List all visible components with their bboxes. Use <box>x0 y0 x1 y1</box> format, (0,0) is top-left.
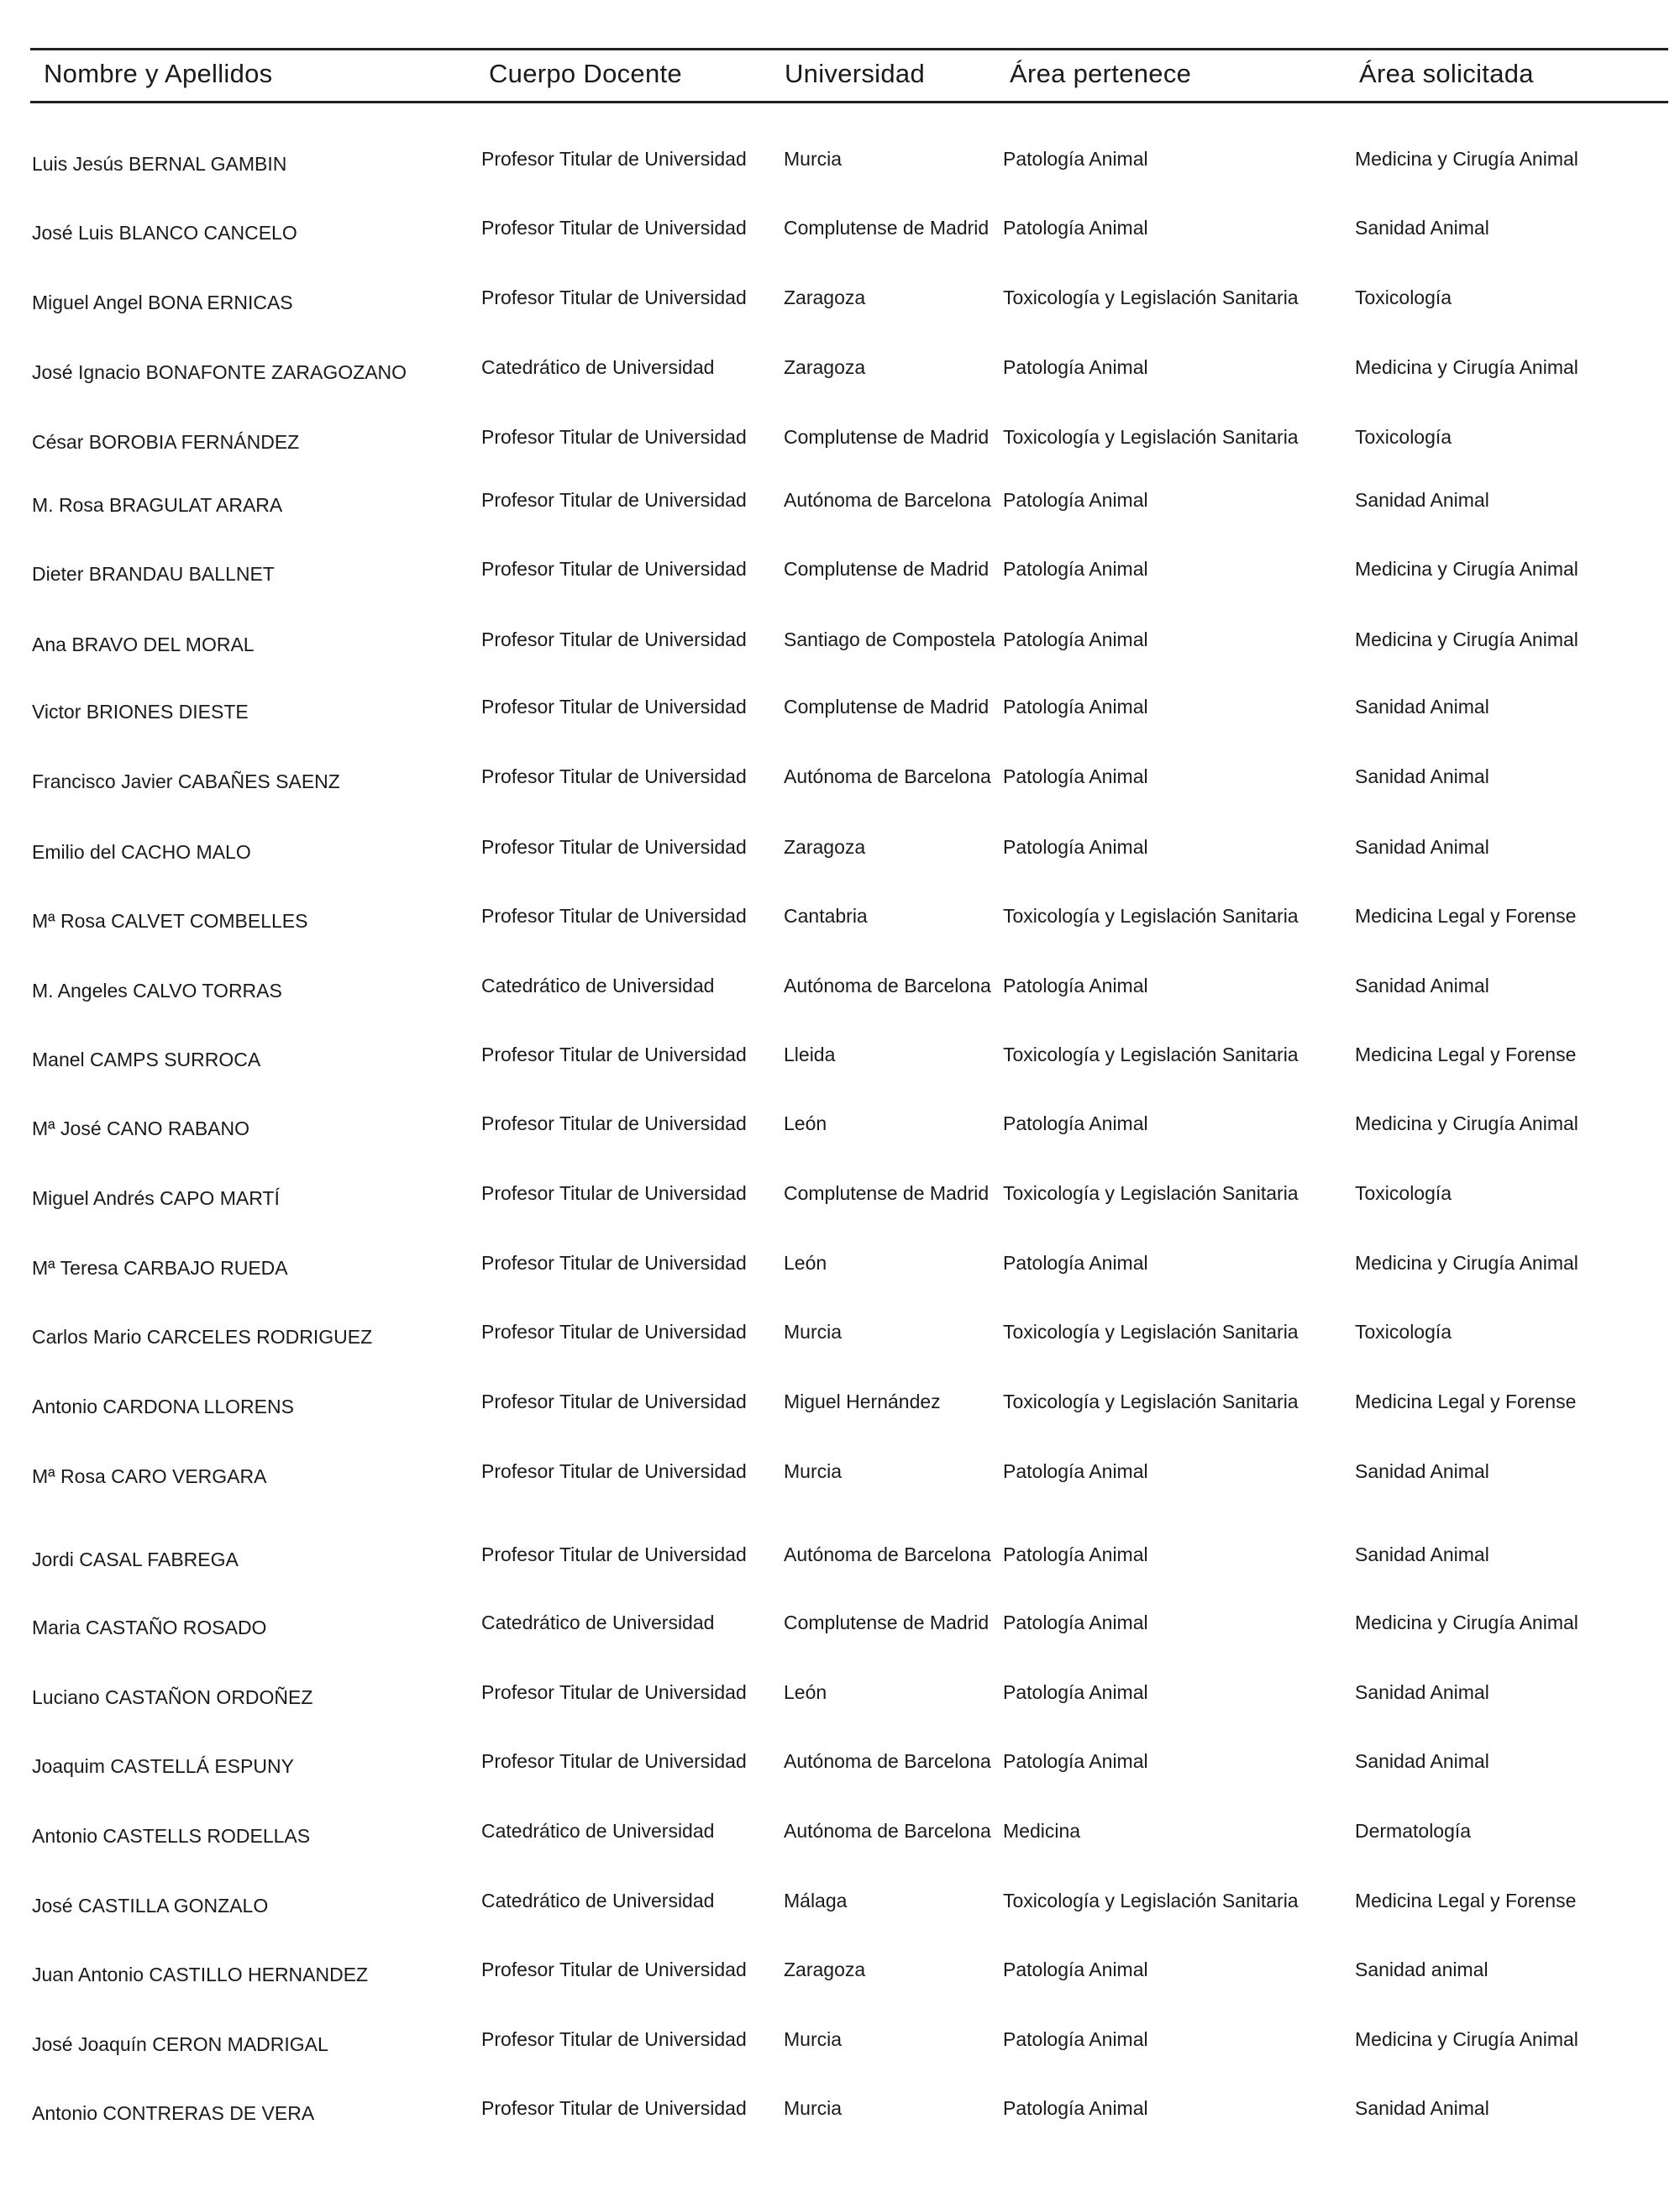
cell-area-pertenece: Toxicología y Legislación Sanitaria <box>1003 426 1299 448</box>
cell-area-solicitada: Sanidad Animal <box>1355 1750 1489 1772</box>
cell-universidad: Cantabria <box>784 905 868 927</box>
table-row <box>0 1112 1680 1146</box>
cell-nombre: Victor BRIONES DIESTE <box>32 701 249 723</box>
cell-area-solicitada: Sanidad Animal <box>1355 1543 1489 1565</box>
table-row <box>0 1612 1680 1645</box>
cell-area-pertenece: Toxicología y Legislación Sanitaria <box>1003 1890 1299 1911</box>
cell-area-solicitada: Medicina Legal y Forense <box>1355 1391 1577 1412</box>
cell-cuerpo-docente: Profesor Titular de Universidad <box>481 905 747 927</box>
cell-area-pertenece: Toxicología y Legislación Sanitaria <box>1003 1391 1299 1412</box>
header-cuerpo-docente: Cuerpo Docente <box>489 59 682 88</box>
cell-area-pertenece: Toxicología y Legislación Sanitaria <box>1003 1182 1299 1204</box>
cell-cuerpo-docente: Profesor Titular de Universidad <box>481 696 747 718</box>
cell-nombre: Carlos Mario CARCELES RODRIGUEZ <box>32 1326 373 1348</box>
cell-area-pertenece: Patología Animal <box>1003 696 1148 718</box>
cell-area-solicitada: Sanidad animal <box>1355 1959 1488 1980</box>
cell-area-solicitada: Medicina Legal y Forense <box>1355 1044 1577 1065</box>
cell-area-solicitada: Medicina y Cirugía Animal <box>1355 1612 1578 1633</box>
table-row <box>0 1044 1680 1077</box>
table-row <box>0 696 1680 729</box>
cell-area-pertenece: Patología Animal <box>1003 1112 1148 1134</box>
cell-universidad: Autónoma de Barcelona <box>784 1750 991 1772</box>
cell-cuerpo-docente: Profesor Titular de Universidad <box>481 287 747 308</box>
cell-area-solicitada: Sanidad Animal <box>1355 975 1489 996</box>
cell-cuerpo-docente: Profesor Titular de Universidad <box>481 2028 747 2050</box>
cell-cuerpo-docente: Catedrático de Universidad <box>481 356 715 378</box>
cell-area-pertenece: Toxicología y Legislación Sanitaria <box>1003 1321 1299 1343</box>
cell-cuerpo-docente: Profesor Titular de Universidad <box>481 836 747 858</box>
cell-cuerpo-docente: Profesor Titular de Universidad <box>481 558 747 580</box>
cell-area-pertenece: Patología Animal <box>1003 558 1148 580</box>
cell-area-solicitada: Medicina y Cirugía Animal <box>1355 628 1578 650</box>
cell-area-solicitada: Toxicología <box>1355 1182 1452 1204</box>
cell-universidad: Murcia <box>784 1460 843 1482</box>
cell-cuerpo-docente: Profesor Titular de Universidad <box>481 426 747 448</box>
table-row <box>0 217 1680 250</box>
cell-nombre: Manel CAMPS SURROCA <box>32 1049 261 1070</box>
cell-cuerpo-docente: Catedrático de Universidad <box>481 975 715 996</box>
cell-cuerpo-docente: Profesor Titular de Universidad <box>481 1112 747 1134</box>
cell-nombre: Luciano CASTAÑON ORDOÑEZ <box>32 1686 313 1708</box>
cell-universidad: Murcia <box>784 2097 843 2119</box>
cell-area-pertenece: Patología Animal <box>1003 217 1148 239</box>
cell-universidad: Autónoma de Barcelona <box>784 765 991 787</box>
cell-area-pertenece: Patología Animal <box>1003 1252 1148 1274</box>
cell-area-solicitada: Medicina y Cirugía Animal <box>1355 2028 1578 2050</box>
cell-nombre: Miguel Angel BONA ERNICAS <box>32 292 293 313</box>
cell-area-solicitada: Sanidad Animal <box>1355 489 1489 511</box>
cell-universidad: Zaragoza <box>784 287 866 308</box>
cell-universidad: Murcia <box>784 1321 843 1343</box>
table-row <box>0 628 1680 662</box>
table-row <box>0 1182 1680 1216</box>
table-row <box>0 1750 1680 1784</box>
cell-area-pertenece: Patología Animal <box>1003 1543 1148 1565</box>
cell-cuerpo-docente: Profesor Titular de Universidad <box>481 1750 747 1772</box>
cell-area-pertenece: Patología Animal <box>1003 836 1148 858</box>
cell-area-solicitada: Medicina y Cirugía Animal <box>1355 1112 1578 1134</box>
cell-universidad: Zaragoza <box>784 356 866 378</box>
cell-area-pertenece: Patología Animal <box>1003 356 1148 378</box>
table-row <box>0 1321 1680 1354</box>
cell-cuerpo-docente: Catedrático de Universidad <box>481 1820 715 1842</box>
cell-universidad: Zaragoza <box>784 1959 866 1980</box>
cell-area-solicitada: Sanidad Animal <box>1355 836 1489 858</box>
table-top-rule <box>30 48 1668 50</box>
cell-nombre: Maria CASTAÑO ROSADO <box>32 1617 267 1638</box>
cell-area-pertenece: Patología Animal <box>1003 1460 1148 1482</box>
cell-nombre: Antonio CARDONA LLORENS <box>32 1396 294 1417</box>
cell-area-pertenece: Patología Animal <box>1003 628 1148 650</box>
cell-area-pertenece: Patología Animal <box>1003 1612 1148 1633</box>
cell-area-solicitada: Sanidad Animal <box>1355 1460 1489 1482</box>
cell-universidad: Málaga <box>784 1890 848 1911</box>
cell-nombre: M. Angeles CALVO TORRAS <box>32 980 282 1002</box>
table-row <box>0 1681 1680 1715</box>
table-row <box>0 489 1680 523</box>
cell-area-pertenece: Patología Animal <box>1003 765 1148 787</box>
table-row <box>0 287 1680 320</box>
table-row <box>0 2097 1680 2131</box>
cell-universidad: Complutense de Madrid <box>784 1612 990 1633</box>
cell-universidad: León <box>784 1112 827 1134</box>
cell-area-pertenece: Patología Animal <box>1003 1959 1148 1980</box>
cell-nombre: Mª Rosa CALVET COMBELLES <box>32 910 308 932</box>
cell-area-pertenece: Patología Animal <box>1003 975 1148 996</box>
cell-nombre: Miguel Andrés CAPO MARTÍ <box>32 1187 280 1209</box>
cell-area-solicitada: Toxicología <box>1355 426 1452 448</box>
cell-universidad: Autónoma de Barcelona <box>784 1820 991 1842</box>
cell-universidad: Complutense de Madrid <box>784 696 990 718</box>
cell-cuerpo-docente: Profesor Titular de Universidad <box>481 1252 747 1274</box>
cell-area-pertenece: Toxicología y Legislación Sanitaria <box>1003 1044 1299 1065</box>
cell-universidad: León <box>784 1681 827 1703</box>
cell-universidad: Complutense de Madrid <box>784 426 990 448</box>
cell-cuerpo-docente: Profesor Titular de Universidad <box>481 1460 747 1482</box>
cell-nombre: Antonio CASTELLS RODELLAS <box>32 1825 311 1847</box>
cell-universidad: Autónoma de Barcelona <box>784 1543 991 1565</box>
cell-area-pertenece: Patología Animal <box>1003 489 1148 511</box>
table-row <box>0 356 1680 390</box>
table-row <box>0 1820 1680 1854</box>
table-row <box>0 1959 1680 1992</box>
table-row <box>0 765 1680 799</box>
cell-cuerpo-docente: Profesor Titular de Universidad <box>481 1959 747 1980</box>
cell-universidad: Murcia <box>784 2028 843 2050</box>
cell-area-pertenece: Patología Animal <box>1003 148 1148 170</box>
cell-universidad: Complutense de Madrid <box>784 217 990 239</box>
cell-nombre: Emilio del CACHO MALO <box>32 841 251 863</box>
cell-area-solicitada: Medicina Legal y Forense <box>1355 905 1577 927</box>
cell-cuerpo-docente: Profesor Titular de Universidad <box>481 2097 747 2119</box>
cell-area-solicitada: Sanidad Animal <box>1355 765 1489 787</box>
cell-nombre: Mª José CANO RABANO <box>32 1117 250 1139</box>
cell-area-solicitada: Medicina y Cirugía Animal <box>1355 558 1578 580</box>
cell-area-pertenece: Toxicología y Legislación Sanitaria <box>1003 287 1299 308</box>
cell-cuerpo-docente: Catedrático de Universidad <box>481 1612 715 1633</box>
cell-nombre: Francisco Javier CABAÑES SAENZ <box>32 770 340 792</box>
cell-area-solicitada: Medicina y Cirugía Animal <box>1355 1252 1578 1274</box>
cell-cuerpo-docente: Profesor Titular de Universidad <box>481 1681 747 1703</box>
cell-cuerpo-docente: Profesor Titular de Universidad <box>481 1543 747 1565</box>
header-area-pertenece: Área pertenece <box>1010 59 1192 88</box>
table-row <box>0 1460 1680 1494</box>
table-row <box>0 975 1680 1008</box>
cell-nombre: César BOROBIA FERNÁNDEZ <box>32 431 300 453</box>
cell-universidad: Santiago de Compostela <box>784 628 995 650</box>
cell-universidad: Miguel Hernández <box>784 1391 941 1412</box>
cell-cuerpo-docente: Profesor Titular de Universidad <box>481 1391 747 1412</box>
cell-nombre: José Ignacio BONAFONTE ZARAGOZANO <box>32 361 407 383</box>
cell-nombre: M. Rosa BRAGULAT ARARA <box>32 494 283 516</box>
cell-cuerpo-docente: Profesor Titular de Universidad <box>481 765 747 787</box>
cell-nombre: Joaquim CASTELLÁ ESPUNY <box>32 1755 294 1777</box>
cell-nombre: Jordi CASAL FABREGA <box>32 1549 239 1570</box>
cell-nombre: José Luis BLANCO CANCELO <box>32 222 297 244</box>
table-row <box>0 1252 1680 1286</box>
cell-universidad: Zaragoza <box>784 836 866 858</box>
table-row <box>0 1890 1680 1923</box>
cell-cuerpo-docente: Profesor Titular de Universidad <box>481 217 747 239</box>
cell-universidad: Lleida <box>784 1044 836 1065</box>
cell-nombre: Juan Antonio CASTILLO HERNANDEZ <box>32 1964 369 1985</box>
cell-nombre: Antonio CONTRERAS DE VERA <box>32 2102 315 2124</box>
cell-area-pertenece: Medicina <box>1003 1820 1081 1842</box>
cell-nombre: Luis Jesús BERNAL GAMBIN <box>32 153 287 175</box>
cell-area-pertenece: Patología Animal <box>1003 1750 1148 1772</box>
table-row <box>0 2028 1680 2062</box>
cell-area-solicitada: Toxicología <box>1355 1321 1452 1343</box>
table-header-rule <box>30 101 1668 103</box>
cell-area-pertenece: Toxicología y Legislación Sanitaria <box>1003 905 1299 927</box>
cell-nombre: José CASTILLA GONZALO <box>32 1895 269 1917</box>
cell-area-solicitada: Sanidad Animal <box>1355 217 1489 239</box>
table-row <box>0 426 1680 460</box>
cell-area-solicitada: Sanidad Animal <box>1355 2097 1489 2119</box>
cell-cuerpo-docente: Profesor Titular de Universidad <box>481 1321 747 1343</box>
cell-area-solicitada: Medicina y Cirugía Animal <box>1355 356 1578 378</box>
cell-nombre: Ana BRAVO DEL MORAL <box>32 634 255 655</box>
cell-universidad: Complutense de Madrid <box>784 1182 990 1204</box>
cell-cuerpo-docente: Profesor Titular de Universidad <box>481 1044 747 1065</box>
cell-nombre: José Joaquín CERON MADRIGAL <box>32 2033 328 2055</box>
header-universidad: Universidad <box>785 59 925 88</box>
table-row <box>0 836 1680 870</box>
header-nombre: Nombre y Apellidos <box>44 59 273 88</box>
cell-universidad: Autónoma de Barcelona <box>784 975 991 996</box>
cell-universidad: Autónoma de Barcelona <box>784 489 991 511</box>
cell-universidad: León <box>784 1252 827 1274</box>
table-row <box>0 148 1680 181</box>
table-row <box>0 905 1680 939</box>
cell-cuerpo-docente: Profesor Titular de Universidad <box>481 1182 747 1204</box>
cell-cuerpo-docente: Profesor Titular de Universidad <box>481 628 747 650</box>
cell-area-solicitada: Dermatología <box>1355 1820 1472 1842</box>
cell-area-solicitada: Sanidad Animal <box>1355 696 1489 718</box>
cell-universidad: Complutense de Madrid <box>784 558 990 580</box>
table-row <box>0 1391 1680 1424</box>
cell-nombre: Mª Teresa CARBAJO RUEDA <box>32 1257 288 1279</box>
cell-area-pertenece: Patología Animal <box>1003 1681 1148 1703</box>
table-row <box>0 1543 1680 1577</box>
cell-nombre: Dieter BRANDAU BALLNET <box>32 563 275 585</box>
cell-area-solicitada: Medicina Legal y Forense <box>1355 1890 1577 1911</box>
cell-universidad: Murcia <box>784 148 843 170</box>
cell-area-pertenece: Patología Animal <box>1003 2097 1148 2119</box>
cell-area-pertenece: Patología Animal <box>1003 2028 1148 2050</box>
cell-nombre: Mª Rosa CARO VERGARA <box>32 1465 267 1487</box>
cell-cuerpo-docente: Profesor Titular de Universidad <box>481 489 747 511</box>
cell-area-solicitada: Toxicología <box>1355 287 1452 308</box>
table-row <box>0 558 1680 592</box>
cell-area-solicitada: Medicina y Cirugía Animal <box>1355 148 1578 170</box>
cell-area-solicitada: Sanidad Animal <box>1355 1681 1489 1703</box>
header-area-solicitada: Área solicitada <box>1359 59 1534 88</box>
cell-cuerpo-docente: Profesor Titular de Universidad <box>481 148 747 170</box>
cell-cuerpo-docente: Catedrático de Universidad <box>481 1890 715 1911</box>
